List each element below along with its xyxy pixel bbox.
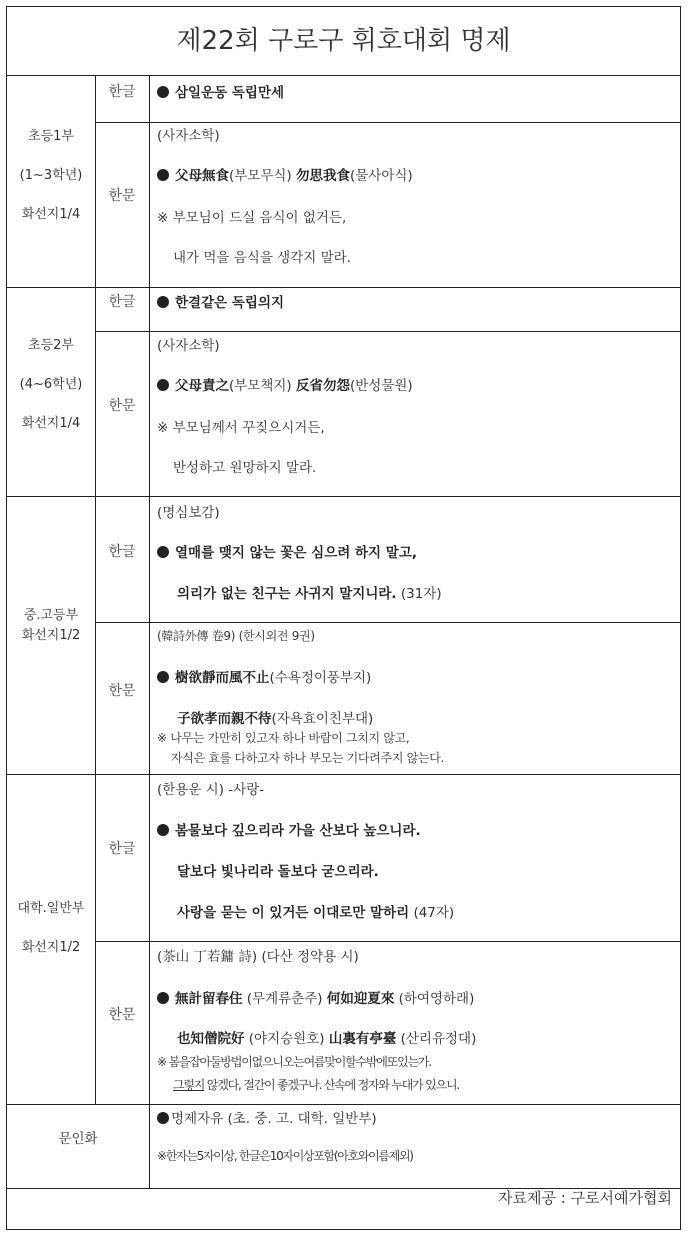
- literati-line: 명제자유 (초. 중. 고. 대학. 일반부): [157, 1107, 377, 1127]
- adult-note: ※ 봄을잡아둘방법이없으니오는여름맞이할수밖에또있는가.: [157, 1055, 431, 1069]
- mid-note: 자식은 효를 다하고자 하나 부모는 기다려주지 않는다.: [171, 751, 445, 765]
- mid-hangul-line: 의리가 없는 친구는 사귀지 말지니라. (31자): [177, 586, 442, 602]
- adult-source: (한용운 시) -사랑-: [157, 782, 265, 798]
- bullet-icon: [157, 169, 169, 181]
- adult-note: 그렇지 않겠다, 절간이 좋겠구나. 산속에 정자와 누대가 있으니.: [173, 1078, 459, 1092]
- divider: [7, 287, 680, 288]
- elem2-hangul: 한결같은 독립의지: [157, 291, 284, 311]
- divider: [95, 331, 680, 332]
- bullet-icon: [157, 379, 169, 391]
- literati-note: ※한자는5자이상, 한글은10자이상포함(아호와이름제외): [157, 1149, 413, 1163]
- mid-hanmun-line: 子欲孝而親不待(자욕효이친부대): [177, 711, 374, 727]
- divider: [7, 1104, 680, 1105]
- bullet-icon: [157, 824, 169, 836]
- mid-source: (명심보감): [157, 505, 220, 521]
- adult-hanmun-line: 無計留春住 (무계류춘주) 何如迎夏來 (하여영하래): [157, 987, 474, 1007]
- label-hanmun: 한문: [108, 398, 136, 414]
- bullet-icon: [157, 671, 169, 683]
- column-divider: [149, 75, 150, 1188]
- elem1-note: ※ 부모님이 드실 음식이 없거든,: [157, 210, 347, 226]
- divider: [95, 122, 680, 123]
- label-hanmun: 한문: [108, 683, 136, 699]
- adult-hangul-line: 봄물보다 깊으리라 가을 산보다 높으니라.: [157, 819, 421, 839]
- divider: [7, 774, 680, 775]
- elem1-source: (사자소학): [157, 128, 220, 144]
- bullet-icon: [157, 546, 169, 558]
- elem2-hanmun-line: 父母責之(부모책지) 反省勿怨(반성물원): [157, 374, 413, 394]
- elem2-note: 반성하고 원망하지 말라.: [173, 460, 317, 476]
- adult-hanmun-line: 也知僧院好 (야지승원호) 山裏有亭臺 (산리유정대): [177, 1031, 477, 1047]
- elem1-hangul: 삼일운동 독립만세: [157, 81, 284, 101]
- bullet-icon: [157, 296, 169, 308]
- document-frame: [6, 6, 681, 1230]
- mid-note: ※ 나무는 가만히 있고자 하나 바람이 그치지 않고,: [157, 731, 410, 745]
- adult-hanmun-source: (茶山 丁若鏞 詩) (다산 정약용 시): [157, 949, 359, 965]
- mid-hangul-line: 열매를 맺지 않는 꽃은 심으려 하지 말고,: [157, 541, 417, 561]
- adult-hangul-line: 사랑을 묻는 이 있거든 이대로만 말하리 (47자): [177, 905, 455, 921]
- divider: [95, 941, 680, 942]
- elem1-note: 내가 먹을 음식을 생각지 말라.: [173, 250, 351, 266]
- bullet-icon: [157, 1112, 169, 1124]
- category-middle-high: 중.고등부 화선지1/2: [21, 608, 81, 643]
- divider: [7, 496, 680, 497]
- elem1-hanmun-line: 父母無食(부모무식) 勿思我食(물사아식): [157, 164, 413, 184]
- bullet-icon: [157, 992, 169, 1004]
- elem2-source: (사자소학): [157, 338, 220, 354]
- page-title: 제22회 구로구 휘호대회 명제: [7, 7, 680, 76]
- label-hangul: 한글: [108, 841, 136, 857]
- column-divider: [95, 75, 96, 1104]
- label-hangul: 한글: [108, 294, 136, 310]
- category-elem1: 초등1부 (1~3학년) 화선지1/4: [19, 129, 83, 222]
- bullet-icon: [157, 86, 169, 98]
- mid-hanmun-source: (韓詩外傳 卷9) (한시외전 9권): [157, 629, 315, 643]
- adult-hangul-line: 달보다 빛나리라 돌보다 굳으리라.: [177, 864, 379, 880]
- mid-hanmun-line: 樹欲靜而風不止(수욕정이풍부지): [157, 666, 371, 686]
- category-literati: 문인화: [58, 1131, 98, 1147]
- category-university-general: 대학.일반부 화선지1/2: [17, 901, 85, 955]
- source-credit: 자료제공 : 구로서예가협회: [498, 1189, 672, 1207]
- category-elem2: 초등2부 (4~6학년) 화선지1/4: [19, 338, 83, 431]
- divider: [95, 622, 680, 623]
- label-hangul: 한글: [108, 84, 136, 100]
- label-hanmun: 한문: [108, 188, 136, 204]
- label-hangul: 한글: [108, 544, 136, 560]
- label-hanmun: 한문: [108, 1007, 136, 1023]
- elem2-note: ※ 부모님께서 꾸짖으시거든,: [157, 420, 325, 436]
